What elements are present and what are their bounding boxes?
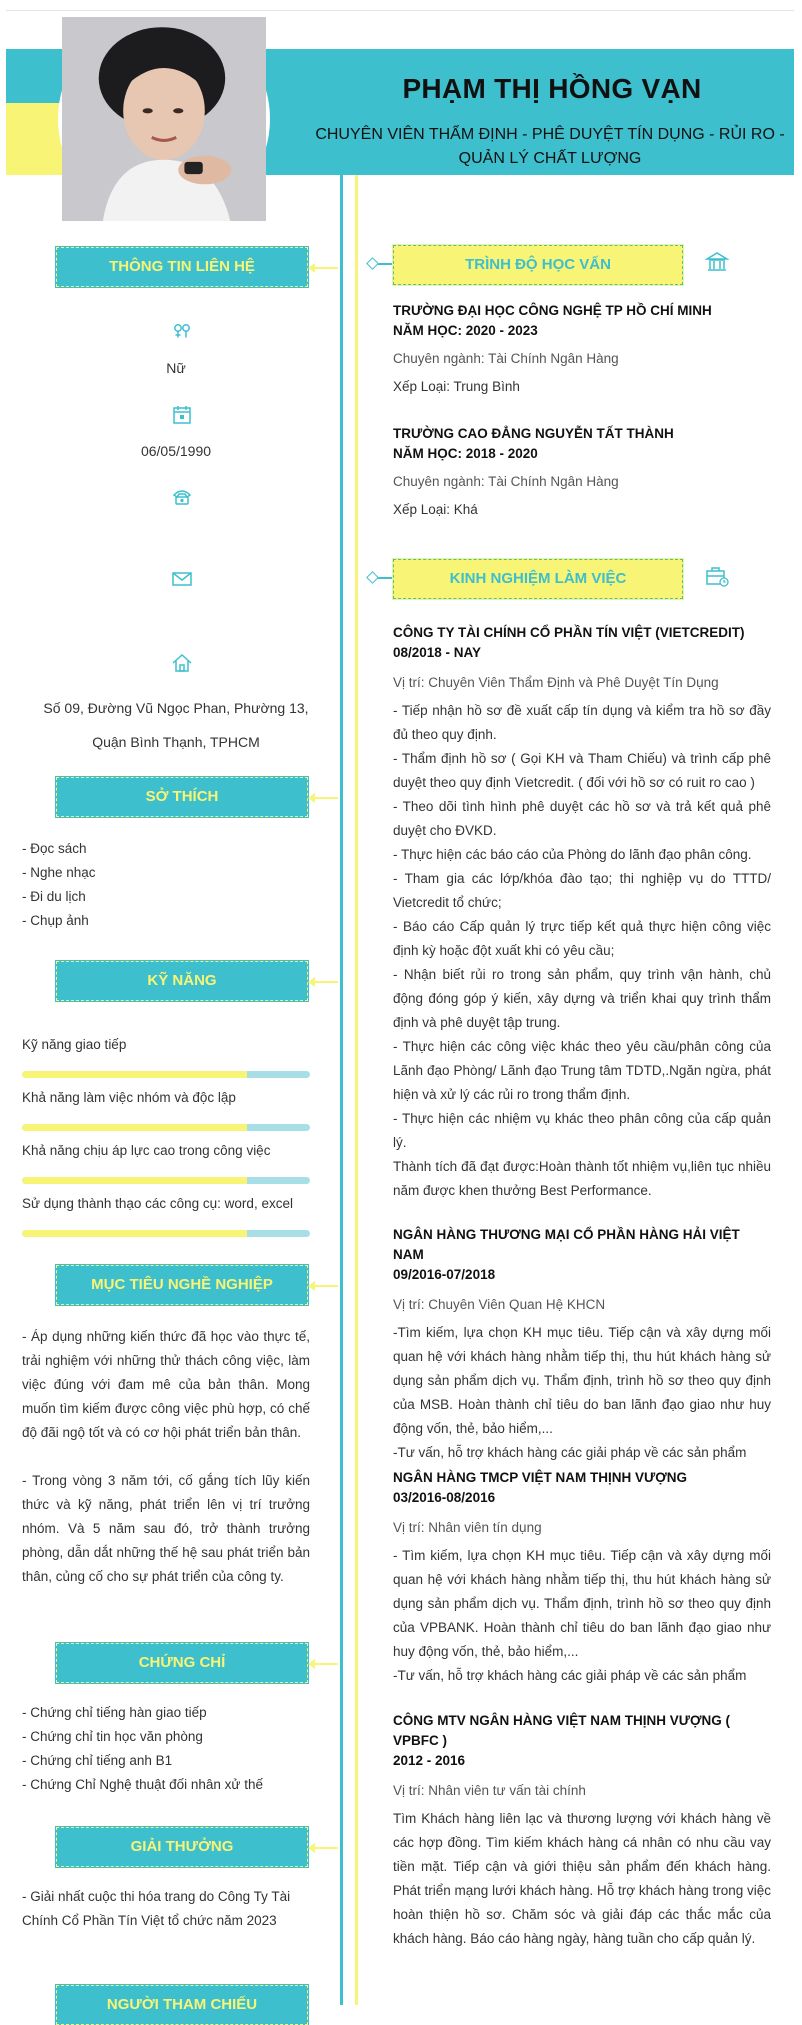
awards-section-title: GIẢI THƯỞNG [56,1827,308,1867]
objective-section-title: MỤC TIÊU NGHỀ NGHIỆP [56,1265,308,1305]
candidate-name: PHẠM THỊ HỒNG VẠN [402,73,702,104]
job-line: - Nhận biết rủi ro trong sản phẩm, quy trình vận hành, chủ động đóng góp ý kiến, xây dựng và triển khai quy trình thẩm định và phê duyệt tập trung. [393,967,771,1030]
skill-bar [22,1230,310,1237]
school-grade: Xếp Loại: Khá [393,502,478,517]
school-major: Chuyên ngành: Tài Chính Ngân Hàng [393,474,619,489]
experience-section-title: KINH NGHIỆM LÀM VIỆC [393,559,683,599]
skill-item [22,1090,312,1105]
certificates-section-title: CHỨNG CHỈ [56,1643,308,1683]
job-period: 03/2016-08/2016 [393,1490,496,1505]
job-line: - Báo cáo Cấp quản lý trực tiếp kết quả thực hiện công việc định kỳ hoặc đột xuất khi có yêu cầu; [393,919,771,958]
list-item: - Nghe nhạc [22,865,96,880]
skill-bar [22,1071,310,1078]
job-company: NGÂN HÀNG TMCP VIỆT NAM THỊNH VƯỢNG [393,1470,687,1485]
job-line: - Thẩm định hồ sơ ( Gọi KH và Tham Chiếu) và trình cấp phê duyệt theo quy định Vietcredit. ( đối với hồ sơ có ruit ro cao ) [393,751,771,790]
school-years: NĂM HỌC: 2020 - 2023 [393,323,538,338]
hobbies-list [22,837,322,933]
job-company: NGÂN HÀNG THƯƠNG MẠI CỔ PHẦN HÀNG HẢI VIỆT NAM [393,1227,740,1262]
skill-label: Sử dụng thành thạo các công cụ: word, excel [22,1196,293,1211]
section-connector [314,1847,338,1849]
home-icon [170,651,194,675]
timeline-line [340,175,343,2005]
objective-paragraph: - Áp dụng những kiến thức đã học vào thực tế, trải nghiệm với những thử thách công việc, làm việc đúng với đam mê của bản thân. Mong muốn tìm kiếm được công việc phù hợp, có chế độ đãi ngộ tốt và có cơ hội phát triển bản thân. [22,1329,310,1440]
list-item: - Chứng chỉ tiếng anh B1 [22,1753,173,1768]
school-years: NĂM HỌC: 2018 - 2020 [393,446,538,461]
skill-label: Khả năng chịu áp lực cao trong công việc [22,1143,271,1158]
section-connector [314,267,338,269]
skill-bar [22,1124,310,1131]
job-period: 09/2016-07/2018 [393,1267,496,1282]
section-connector [314,797,338,799]
education-item [393,301,771,397]
job-line: -Tư vấn, hỗ trợ khách hàng các giải pháp về các sản phẩm [393,1668,747,1683]
phone-icon[interactable] [170,485,194,509]
avatar-photo [62,17,266,221]
job-company: CÔNG MTV NGÂN HÀNG VIỆT NAM THỊNH VƯỢNG ( VPBFC ) [393,1713,730,1748]
school-grade: Xếp Loại: Trung Bình [393,379,520,394]
skill-fill [22,1177,247,1184]
skill-item [22,1143,312,1158]
list-item: - Chứng chỉ tin học văn phòng [22,1729,203,1744]
skill-fill [22,1230,247,1237]
email-icon[interactable] [170,567,194,591]
list-item: - Đọc sách [22,841,87,856]
briefcase-icon [704,563,730,589]
candidate-title: CHUYÊN VIÊN THẨM ĐỊNH - PHÊ DUYỆT TÍN DỤNG - RỦI RO - QUẢN LÝ CHẤT LƯỢNG [315,126,785,167]
school-name: TRƯỜNG CAO ĐẲNG NGUYỄN TẤT THÀNH [393,426,674,441]
gender-value: Nữ [166,360,186,376]
job-line: - Tiếp nhận hồ sơ đề xuất cấp tín dụng và kiểm tra hồ sơ đầy đủ theo quy định. [393,703,771,742]
job-item [393,1225,771,1465]
skill-item [22,1196,312,1211]
job-line: -Tìm kiếm, lựa chọn KH mục tiêu. Tiếp cận và xây dựng mối quan hệ với khách hàng nhằm tiếp thị, thu hút khách hàng sử dụng sản phẩm dịch vụ. Thẩm định, trình hồ sơ theo quy định của MSB. Hoàn thành chỉ tiêu do ban lãnh đạo giao như huy động vốn, thẻ, bảo hiểm,... [393,1325,771,1436]
contact-section-title: THÔNG TIN LIÊN HỆ [56,247,308,287]
gender-icon [170,319,194,343]
list-item: - Chứng Chỉ Nghệ thuật đối nhân xử thế [22,1777,263,1792]
list-item: - Chụp ảnh [22,913,89,928]
skill-label: Khả năng làm việc nhóm và độc lập [22,1090,236,1105]
education-section-title: TRÌNH ĐỘ HỌC VẤN [393,245,683,285]
job-period: 08/2018 - NAY [393,645,482,660]
school-name: TRƯỜNG ĐẠI HỌC CÔNG NGHỆ TP HỒ CHÍ MINH [393,303,712,318]
job-line: Tìm Khách hàng liên lạc và thương lượng với khách hàng về các hợp đồng. Tìm kiếm khách hàng cá nhân có nhu cầu vay tiền mặt. Tiếp cận và giới thiệu sản phẩm đến khách hàng. Phát triển mạng lưới khách hàng. Hỗ trợ khách hàng trong việc hoàn thiện hồ sơ. Chăm sóc và giải đáp các thắc mắc của khách hàng. Báo cáo hàng ngày, hàng tuần cho cấp quản lý. [393,1811,771,1946]
job-role: Vị trí: Chuyên Viên Quan Hệ KHCN [393,1297,606,1312]
list-item: - Đi du lịch [22,889,86,904]
education-bank-icon [704,249,730,275]
timeline-node [374,263,392,265]
timeline-node [374,577,392,579]
job-line: - Thực hiện các báo cáo của Phòng do lãnh đạo phân công. [393,847,752,862]
skills-section-title: KỸ NĂNG [56,961,308,1001]
skill-label: Kỹ năng giao tiếp [22,1037,127,1052]
job-role: Vị trí: Nhân viên tư vấn tài chính [393,1783,586,1798]
award-text: - Giải nhất cuộc thi hóa trang do Công Ty Tài Chính Cổ Phần Tín Việt tổ chức năm 2023 [22,1889,291,1928]
job-line: - Thực hiện các nhiệm vụ khác theo phân công của cấp quản lý. [393,1111,771,1150]
job-line: - Thực hiện các công việc khác theo yêu cầu/phân công của Lãnh đạo Phòng/ Lãnh đạo Trung tâm TDTD,.Ngăn ngừa, phát hiện và xử lý các rủi ro trong thẩm định. [393,1039,771,1102]
job-period: 2012 - 2016 [393,1753,466,1768]
job-line: Thành tích đã đạt được:Hoàn thành tốt nhiệm vụ,liên tục nhiều năm được khen thưởng Best Performance. [393,1159,771,1198]
section-connector [314,1285,338,1287]
timeline-line-accent [355,175,358,2005]
skill-item [22,1037,312,1052]
avatar [58,13,270,225]
job-item [393,623,771,1203]
job-item [393,1468,771,1688]
job-line: -Tư vấn, hỗ trợ khách hàng các giải pháp về các sản phẩm [393,1445,747,1460]
hobbies-section-title: SỞ THÍCH [56,777,308,817]
education-item [393,424,771,520]
objective-paragraph: - Trong vòng 3 năm tới, cố gắng tích lũy kiến thức và kỹ năng, phát triển lên vị trí trưởng nhóm. Và 5 năm sau đó, trở thành trưởng phòng, dẫn dắt những thế hệ sau phát triển bản thân, củng cố cho sự phát triển của công ty. [22,1473,310,1584]
resume-page [6,10,794,2013]
job-line: - Theo dõi tình hình phê duyệt các hồ sơ và trả kết quả phê duyệt cho ĐVKD. [393,799,771,838]
school-major: Chuyên ngành: Tài Chính Ngân Hàng [393,351,619,366]
list-item: - Chứng chỉ tiếng hàn giao tiếp [22,1705,207,1720]
job-role: Vị trí: Nhân viên tín dụng [393,1520,542,1535]
header-accent [6,103,66,175]
references-section-title: NGƯỜI THAM CHIẾU [56,1985,308,2025]
section-connector [314,981,338,983]
birthday-value: 06/05/1990 [140,443,212,459]
section-connector [314,1663,338,1665]
skill-bar [22,1177,310,1184]
job-line: - Tham gia các lớp/khóa đào tạo; thi nghiệp vụ do TTTD/ Vietcredit tổ chức; [393,871,771,910]
skill-fill [22,1124,247,1131]
calendar-icon [170,403,194,427]
job-role: Vị trí: Chuyên Viên Thẩm Định và Phê Duyệt Tín Dụng [393,675,719,690]
address-value: Số 09, Đường Vũ Ngọc Phan, Phường 13, Quận Bình Thạnh, TPHCM [43,700,309,750]
job-company: CÔNG TY TÀI CHÍNH CỔ PHẦN TÍN VIỆT (VIETCREDIT) [393,625,745,640]
job-item [393,1711,771,1951]
certificates-list [22,1701,322,1797]
skill-fill [22,1071,247,1078]
job-line: - Tìm kiếm, lựa chọn KH mục tiêu. Tiếp cận và xây dựng mối quan hệ với khách hàng nhằm tiếp thị, thu hút khách hàng sử dụng sản phẩm dịch vụ. Thẩm định, trình hồ sơ theo quy định của VPBANK. Hoàn thành chỉ tiêu do ban lãnh đạo giao như huy động vốn, thẻ, bảo hiểm,... [393,1548,771,1659]
